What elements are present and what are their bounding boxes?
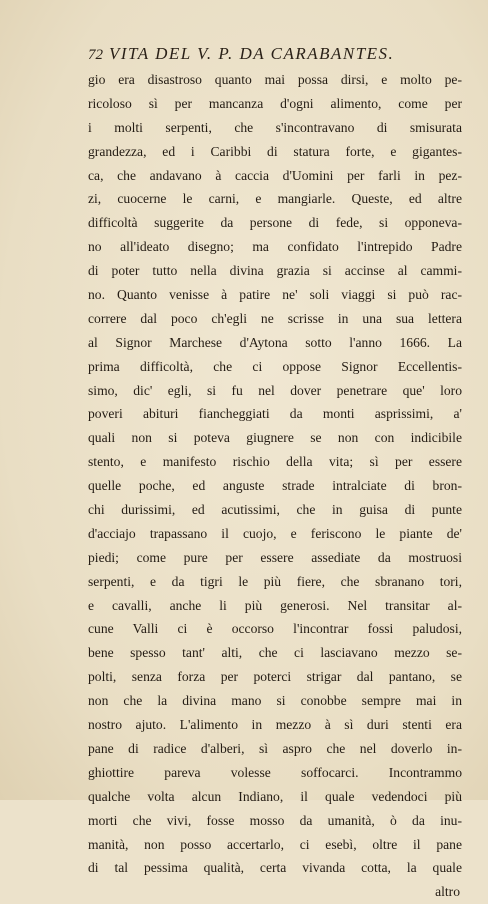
text-line: i molti serpenti, che s'incontravano di smisurata: [88, 119, 462, 135]
text-line: no all'ideato disegno; ma confidato l'intrepido Padre: [88, 239, 462, 255]
catchword: altro: [435, 884, 460, 900]
text-line: polti, senza forza per poterci strigar dal pantano, se: [88, 669, 462, 685]
text-line: pane di radice d'alberi, sì aspro che nel doverlo in-: [88, 740, 462, 756]
text-line: zi, cuocerne le carni, e mangiarle. Queste, ed altre: [88, 191, 462, 207]
text-line: difficoltà suggerite da persone di fede, si opponeva-: [88, 215, 462, 231]
text-line: e cavalli, anche li più generosi. Nel transitar al-: [88, 597, 462, 613]
text-line: simo, dic' egli, si fu nel dover penetrare que' loro: [88, 382, 462, 398]
text-line: qualche volta alcun Indiano, il quale vedendoci più: [88, 788, 462, 804]
text-line: d'acciajo trapassano il cuojo, e feriscono le piante de': [88, 525, 462, 541]
text-line: nostro ajuto. L'alimento in mezzo à sì duri stenti era: [88, 717, 462, 733]
text-line: no. Quanto venisse à patire ne' soli viaggi si può rac-: [88, 287, 462, 303]
body-text: [88, 68, 462, 904]
text-line: prima difficoltà, che ci oppose Signor Eccellentis-: [88, 358, 462, 374]
text-line: cune Valli ci è occorso l'incontrar fossi paludosi,: [88, 621, 462, 637]
text-line: correre dal poco ch'egli ne scrisse in una sua lettera: [88, 310, 462, 326]
text-line: ricoloso sì per mancanza d'ogni alimento, come per: [88, 95, 462, 111]
text-line: chi durissimi, ed acutissimi, che in guisa di punte: [88, 502, 462, 518]
text-line: gio era disastroso quanto mai possa dirsi, e molto pe-: [88, 72, 462, 87]
page-number: 72: [88, 47, 103, 63]
text-line: al Signor Marchese d'Aytona sotto l'anno 1666. La: [88, 334, 462, 350]
text-line: stento, e manifesto rischio della vita; sì per essere: [88, 454, 462, 470]
text-line: morti che vivi, fosse mosso da umanità, ò da inu-: [88, 812, 462, 828]
running-header: [88, 44, 458, 68]
text-line: ca, che andavano à caccia d'Uomini per farli in pez-: [88, 167, 462, 183]
text-line: ghiottire pareva volesse soffocarci. Incontrammo: [88, 764, 462, 780]
text-line: bene spesso tant' alti, che ci lasciavano mezzo se-: [88, 645, 462, 661]
text-line: non che la divina mano si conobbe sempre mai in: [88, 693, 462, 709]
running-title: VITA DEL V. P. DA CARABANTES.: [109, 44, 395, 63]
text-line: quali non si poteva giugnere se non con indicibile: [88, 430, 462, 446]
text-line: serpenti, e da tigri le più fiere, che sbranano tori,: [88, 573, 462, 589]
text-line: di poter tutto nella divina grazia si accinse al cammi-: [88, 263, 462, 279]
text-line: di tal pessima qualità, certa vivanda cotta, la quale: [88, 860, 462, 876]
text-line: poveri abituri fiancheggiati da monti asprissimi, a': [88, 406, 462, 422]
text-line: manità, non posso accertarlo, ci esebì, oltre il pane: [88, 836, 462, 852]
text-line: grandezza, ed i Caribbi di statura forte, e gigantes-: [88, 143, 462, 159]
text-line: piedi; come pure per essere assediate da mostruosi: [88, 549, 462, 565]
text-line: quelle poche, ed anguste strade intralciate di bron-: [88, 478, 462, 494]
